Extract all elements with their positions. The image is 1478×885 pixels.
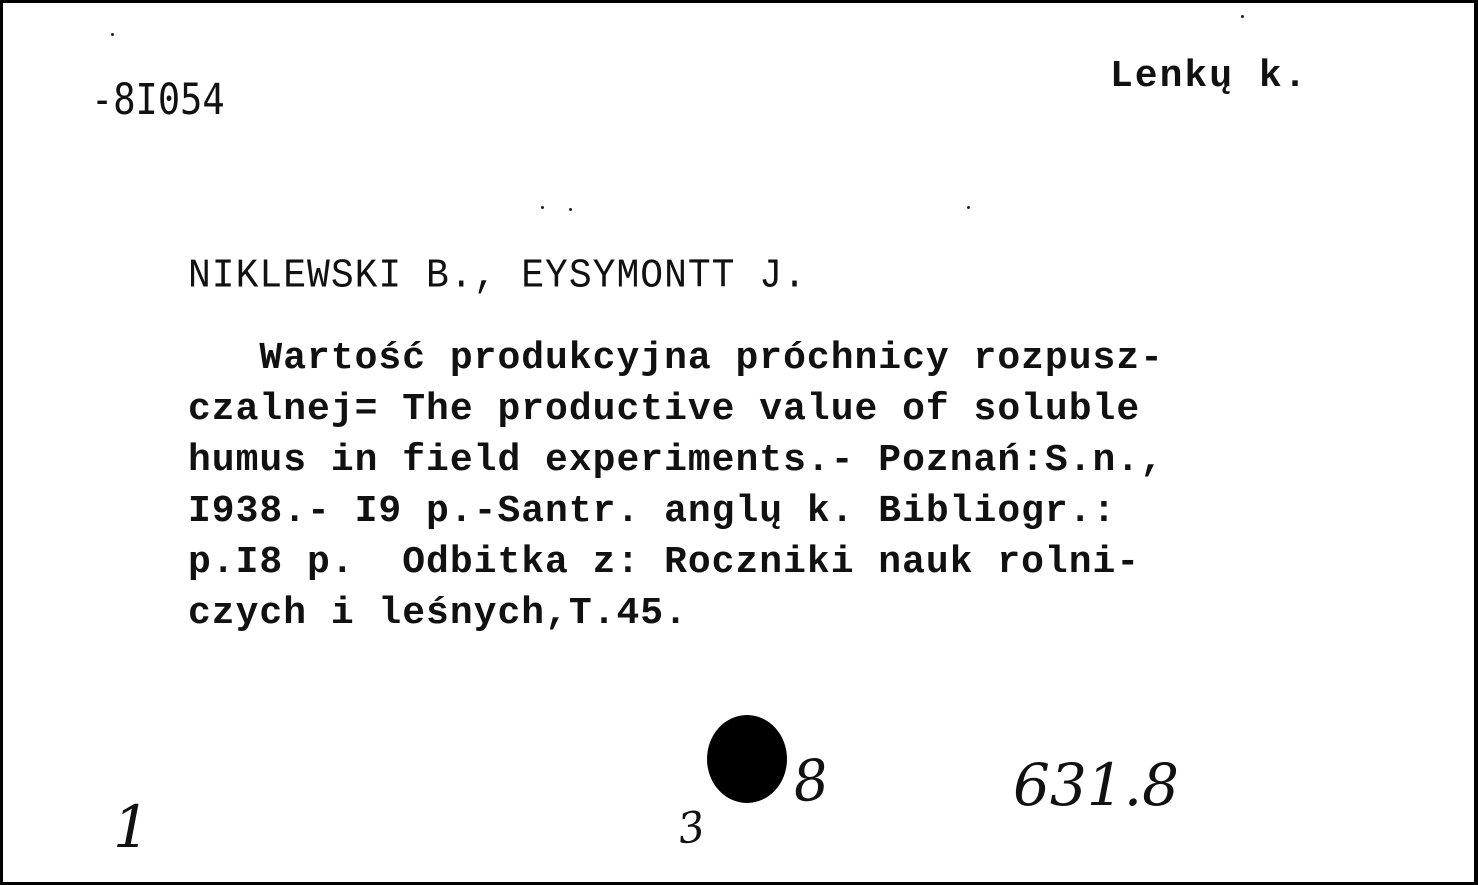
punch-hole xyxy=(707,715,787,803)
scan-speck xyxy=(569,208,572,211)
accession-number: -8I054 xyxy=(91,75,225,125)
handwritten-copy-number: 3 xyxy=(674,801,709,854)
bibliographic-description xyxy=(188,333,1468,639)
handwritten-mark: 8 xyxy=(789,747,832,816)
description-line: I938.- I9 p.-Santr. anglų k. Bibliogr.: xyxy=(188,490,1117,533)
scan-speck xyxy=(1241,15,1244,18)
description-line: p.I8 p. Odbitka z: Roczniki nauk rolni- xyxy=(188,541,1141,584)
description-line: czych i leśnych,T.45. xyxy=(188,592,688,635)
author-heading: NIKLEWSKI B., EYSYMONTT J. xyxy=(188,253,807,300)
handwritten-count: 1 xyxy=(113,793,150,861)
description-line: humus in field experiments.- Poznań:S.n., xyxy=(188,439,1164,482)
scan-speck xyxy=(111,33,114,36)
description-line: czalnej= The productive value of soluble xyxy=(188,388,1141,431)
description-line: Wartość produkcyjna próchnicy rozpusz- xyxy=(188,337,1164,380)
handwritten-classification: 631.8 xyxy=(1013,751,1180,819)
scan-speck xyxy=(967,206,970,209)
scan-speck xyxy=(541,206,544,209)
language-note: Lenkų k. xyxy=(1110,55,1309,98)
